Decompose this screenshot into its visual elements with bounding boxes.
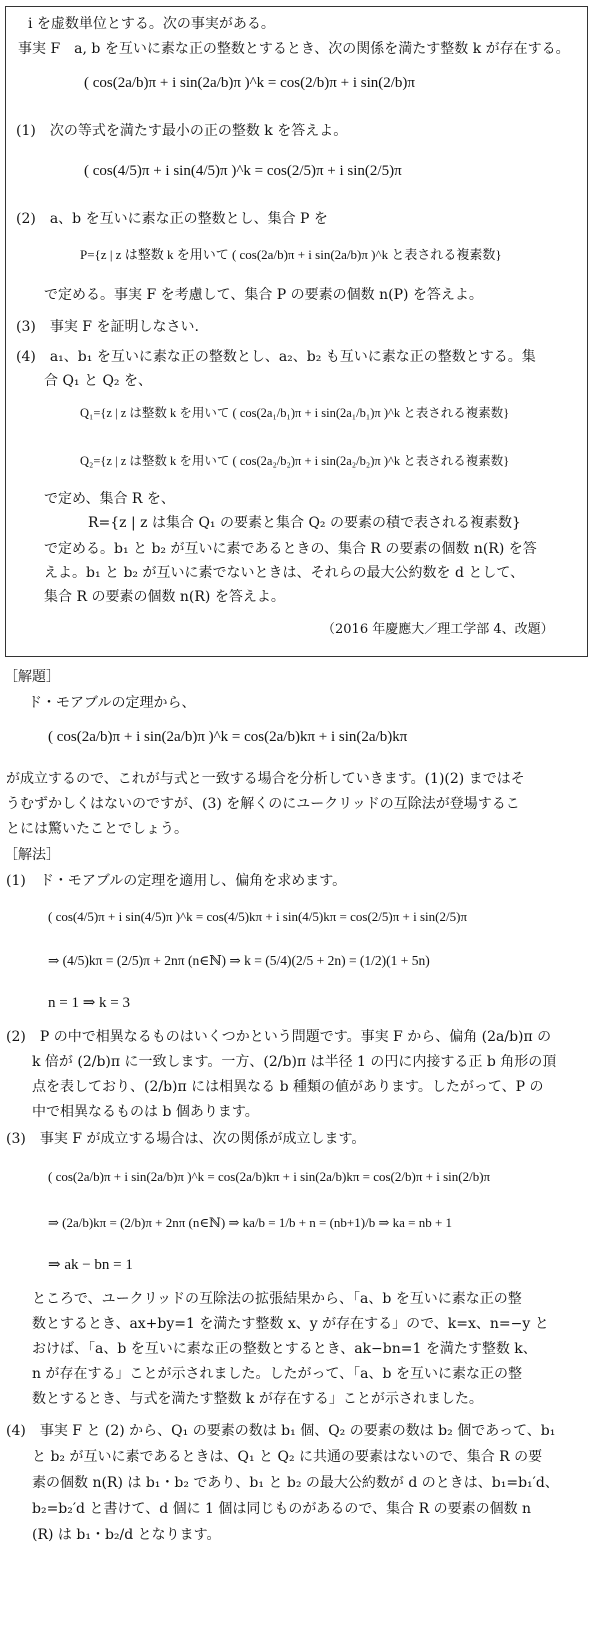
- commentary-heading: ［解題］: [4, 669, 60, 685]
- commentary-formula: ( cos(2a/b)π + i sin(2a/b)π )^k = cos(2a/b)kπ + i sin(2a/b)kπ: [48, 729, 408, 745]
- question-4-line-1: (4) a₁、b₁ を互いに素な正の整数とし、a₂、b₂ も互いに素な正の整数とする。集: [16, 349, 536, 365]
- solution-3-line-5: n が存在する」ことが示されました。したがって、「a、b を互いに素な正の整: [32, 1366, 522, 1382]
- question-1: (1) 次の等式を満たす最小の正の整数 k を答えよ。: [16, 123, 348, 139]
- solution-3-line-2: ところで、ユークリッドの互除法の拡張結果から、「a、b を互いに素な正の整: [32, 1291, 522, 1307]
- question-2-line-1: (2) a、b を互いに素な正の整数とし、集合 P を: [16, 211, 328, 227]
- question-4-set-r: R={z | z は集合 Q₁ の要素と集合 Q₂ の要素の積で表される複素数}: [88, 515, 521, 531]
- fact-f-statement: 事実 F a, b を互いに素な正の整数とするとき、次の関係を満たす整数 k が存在する。: [18, 41, 570, 57]
- commentary-line-4: とには驚いたことでしょう。: [6, 821, 188, 837]
- solution-1-formula-1: ( cos(4/5)π + i sin(4/5)π )^k = cos(4/5)kπ + i sin(4/5)kπ = cos(2/5)π + i sin(2/5)π: [48, 909, 468, 924]
- fact-f-formula: ( cos(2a/b)π + i sin(2a/b)π )^k = cos(2/b)π + i sin(2/b)π: [84, 75, 415, 91]
- solution-3-line-6: 数とするとき、与式を満たす整数 k が存在する」ことが示されました。: [32, 1391, 483, 1407]
- solution-2-line-1: (2) P の中で相異なるものはいくつかという問題です。事実 F から、偏角 (2a/b)π の: [6, 1029, 552, 1045]
- solution-4-line-1: (4) 事実 F と (2) から、Q₁ の要素の数は b₁ 個、Q₂ の要素の数は b₂ 個であって、b₁: [6, 1423, 556, 1439]
- solution-4-line-3: 素の個数 n(R) は b₁・b₂ であり、b₁ と b₂ の最大公約数が d のときは、b₁=b₁′d、: [32, 1475, 559, 1491]
- question-4-set-q1: Q₁={z | z は整数 k を用いて ( cos(2a₁/b₁)π + i sin(2a₁/b₁)π )^k と表される複素数}: [80, 406, 510, 420]
- solution-4-line-5: (R) は b₁・b₂/d となります。: [32, 1527, 221, 1543]
- solution-1-formula-3: n = 1 ⇒ k = 3: [48, 995, 130, 1011]
- question-4-line-4: で定める。b₁ と b₂ が互いに素であるときの、集合 R の要素の個数 n(R) を答: [44, 541, 537, 557]
- solution-3-formula-2: ⇒ (2a/b)kπ = (2/b)π + 2nπ (n∈ℕ) ⇒ ka/b = 1/b + n = (nb+1)/b ⇒ ka = nb + 1: [48, 1215, 453, 1230]
- question-2-line-2: で定める。事実 F を考慮して、集合 P の要素の個数 n(P) を答えよ。: [44, 287, 483, 303]
- solution-3-line-3: 数とするとき、ax+by=1 を満たす整数 x、y が存在する」ので、k=x、n=−y と: [32, 1316, 549, 1332]
- solution-3-formula-1: ( cos(2a/b)π + i sin(2a/b)π )^k = cos(2a/b)kπ + i sin(2a/b)kπ = cos(2/b)π + i sin(2/b)π: [48, 1169, 491, 1184]
- solution-4-line-2: と b₂ が互いに素であるときは、Q₁ と Q₂ に共通の要素はないので、集合 R の要: [32, 1449, 543, 1465]
- solution-1-line: (1) ド・モアブルの定理を適用し、偏角を求めます。: [6, 873, 347, 889]
- solution-heading: ［解法］: [4, 847, 60, 863]
- solution-2-line-4: 中で相異なるものは b 個あります。: [32, 1104, 259, 1120]
- question-4-line-2: 合 Q₁ と Q₂ を、: [44, 373, 152, 389]
- question-2-set-p: P={z | z は整数 k を用いて ( cos(2a/b)π + i sin(2a/b)π )^k と表される複素数}: [80, 247, 502, 262]
- question-1-formula: ( cos(4/5)π + i sin(4/5)π )^k = cos(2/5)π + i sin(2/5)π: [84, 163, 402, 179]
- question-4-set-q2: Q₂={z | z は整数 k を用いて ( cos(2a₂/b₂)π + i sin(2a₂/b₂)π )^k と表される複素数}: [80, 454, 510, 468]
- solution-3-line-4: おけば、「a、b を互いに素な正の整数とするとき、ak−bn=1 を満たす整数 k、: [32, 1341, 537, 1357]
- solution-1-formula-2: ⇒ (4/5)kπ = (2/5)π + 2nπ (n∈ℕ) ⇒ k = (5/4)(2/5 + 2n) = (1/2)(1 + 5n): [48, 953, 430, 968]
- question-3: (3) 事実 F を証明しなさい.: [16, 319, 199, 335]
- solution-2-line-3: 点を表しており、(2/b)π には相異なる b 種類の値があります。したがって、P の: [32, 1079, 544, 1095]
- question-4-line-6: 集合 R の要素の個数 n(R) を答えよ。: [44, 589, 285, 605]
- problem-intro: i を虚数単位とする。次の事実がある。: [28, 16, 275, 32]
- solution-3-formula-3: ⇒ ak − bn = 1: [48, 1257, 133, 1273]
- problem-source: （2016 年慶應大／理工学部 4、改題）: [322, 622, 554, 637]
- solution-2-line-2: k 倍が (2/b)π に一致します。一方、(2/b)π は半径 1 の円に内接する正 b 角形の頂: [32, 1054, 557, 1070]
- commentary-line-2: が成立するので、これが与式と一致する場合を分析していきます。(1)(2) まではそ: [6, 771, 525, 787]
- commentary-line-1: ド・モアブルの定理から、: [28, 695, 196, 711]
- commentary-line-3: うむずかしくはないのですが、(3) を解くのにユークリッドの互除法が登場するこ: [6, 796, 520, 812]
- question-4-line-3: で定め、集合 R を、: [44, 491, 175, 507]
- solution-3-line-1: (3) 事実 F が成立する場合は、次の関係が成立します。: [6, 1131, 366, 1147]
- solution-4-line-4: b₂=b₂′d と書けて、d 個に 1 個は同じものがあるので、集合 R の要素の個数 n: [32, 1501, 532, 1517]
- question-4-line-5: えよ。b₁ と b₂ が互いに素でないときは、それらの最大公約数を d として、: [44, 565, 525, 581]
